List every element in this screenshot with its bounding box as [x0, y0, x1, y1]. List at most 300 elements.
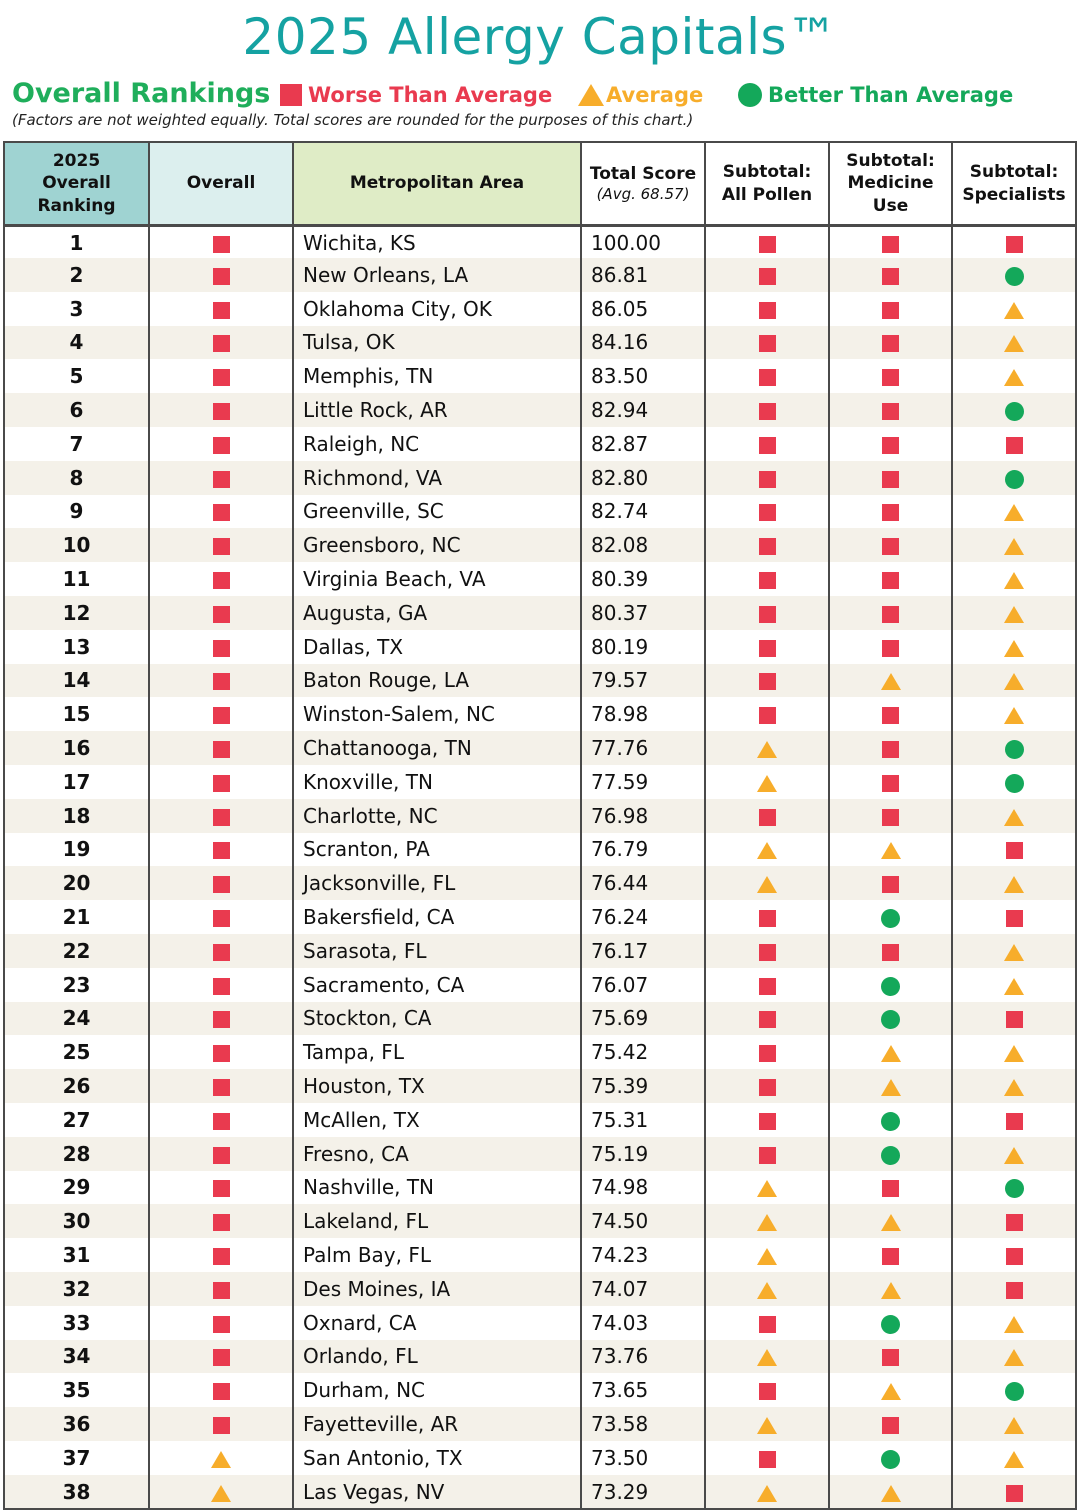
table-row	[4, 1035, 1076, 1069]
cell-specialists	[952, 596, 1076, 630]
red-square-icon	[882, 1349, 899, 1366]
cell-specialists	[952, 528, 1076, 562]
cell-metro: Lakeland, FL	[293, 1204, 581, 1238]
cell-rank: 12	[4, 596, 149, 630]
table-row	[4, 562, 1076, 596]
red-square-icon	[213, 978, 230, 995]
red-square-icon	[213, 504, 230, 521]
cell-pollen	[705, 461, 829, 495]
cell-score: 73.50	[581, 1441, 705, 1475]
orange-triangle-icon	[881, 1282, 901, 1299]
cell-score: 75.39	[581, 1069, 705, 1103]
cell-specialists	[952, 934, 1076, 968]
header-medicine-line3: Use	[872, 195, 909, 216]
cell-specialists	[952, 461, 1076, 495]
cell-pollen	[705, 1137, 829, 1171]
cell-metro: Little Rock, AR	[293, 393, 581, 427]
orange-triangle-icon	[881, 1079, 901, 1096]
header-specialists-line1: Subtotal:	[969, 162, 1059, 183]
orange-triangle-icon	[1004, 1417, 1024, 1434]
table-row	[4, 866, 1076, 900]
orange-triangle-icon	[1004, 978, 1024, 995]
red-square-icon	[882, 809, 899, 826]
red-square-icon	[882, 741, 899, 758]
cell-pollen	[705, 1306, 829, 1340]
cell-medicine	[829, 1171, 952, 1205]
table-row	[4, 1272, 1076, 1306]
cell-pollen	[705, 664, 829, 698]
cell-overall	[149, 393, 293, 427]
cell-metro: Jacksonville, FL	[293, 866, 581, 900]
legend-heading: Overall Rankings	[12, 78, 271, 109]
cell-medicine	[829, 1272, 952, 1306]
cell-rank: 35	[4, 1373, 149, 1407]
cell-medicine	[829, 697, 952, 731]
cell-rank: 18	[4, 799, 149, 833]
cell-medicine	[829, 1475, 952, 1510]
cell-medicine	[829, 833, 952, 867]
red-square-icon	[213, 1180, 230, 1197]
orange-triangle-icon	[1004, 572, 1024, 589]
cell-specialists	[952, 1171, 1076, 1205]
red-square-icon	[882, 268, 899, 285]
cell-score: 82.74	[581, 495, 705, 529]
cell-metro: Las Vegas, NV	[293, 1475, 581, 1510]
red-square-icon	[759, 1383, 776, 1400]
orange-triangle-icon	[881, 1045, 901, 1062]
orange-triangle-icon	[211, 1451, 231, 1468]
red-square-icon	[213, 1316, 230, 1333]
cell-metro: Tulsa, OK	[293, 326, 581, 360]
red-square-icon	[882, 876, 899, 893]
table-header-row	[4, 142, 1076, 226]
red-square-icon	[213, 876, 230, 893]
table-row	[4, 427, 1076, 461]
cell-score: 82.08	[581, 528, 705, 562]
orange-triangle-icon	[881, 1383, 901, 1400]
cell-score: 80.37	[581, 596, 705, 630]
legend-average	[578, 83, 703, 107]
red-square-icon	[759, 640, 776, 657]
cell-medicine	[829, 1035, 952, 1069]
cell-overall	[149, 630, 293, 664]
cell-medicine	[829, 1069, 952, 1103]
cell-rank: 13	[4, 630, 149, 664]
cell-score: 73.76	[581, 1340, 705, 1374]
cell-rank: 26	[4, 1069, 149, 1103]
cell-metro: Chattanooga, TN	[293, 731, 581, 765]
cell-pollen	[705, 226, 829, 259]
cell-metro: Baton Rouge, LA	[293, 664, 581, 698]
cell-medicine	[829, 495, 952, 529]
orange-triangle-icon	[881, 1485, 901, 1502]
orange-triangle-icon	[757, 1485, 777, 1502]
cell-overall	[149, 1407, 293, 1441]
cell-medicine	[829, 1306, 952, 1340]
red-square-icon	[213, 302, 230, 319]
cell-pollen	[705, 258, 829, 292]
cell-metro: San Antonio, TX	[293, 1441, 581, 1475]
cell-rank: 24	[4, 1002, 149, 1036]
table-row	[4, 1306, 1076, 1340]
cell-medicine	[829, 1373, 952, 1407]
cell-score: 76.98	[581, 799, 705, 833]
red-square-icon	[759, 403, 776, 420]
cell-medicine	[829, 934, 952, 968]
cell-specialists	[952, 900, 1076, 934]
cell-rank: 21	[4, 900, 149, 934]
cell-specialists	[952, 799, 1076, 833]
orange-triangle-icon	[757, 1248, 777, 1265]
table-row	[4, 697, 1076, 731]
legend	[12, 78, 1072, 112]
red-square-icon	[213, 471, 230, 488]
cell-score: 76.17	[581, 934, 705, 968]
red-square-icon	[882, 538, 899, 555]
cell-overall	[149, 1272, 293, 1306]
table-row	[4, 1407, 1076, 1441]
cell-medicine	[829, 359, 952, 393]
red-square-icon	[759, 335, 776, 352]
table-row	[4, 1137, 1076, 1171]
green-circle-icon	[881, 1450, 900, 1469]
table-row	[4, 1441, 1076, 1475]
green-circle-icon	[881, 977, 900, 996]
cell-overall	[149, 697, 293, 731]
orange-triangle-icon	[1004, 1349, 1024, 1366]
cell-specialists	[952, 562, 1076, 596]
header-score	[581, 142, 705, 226]
cell-rank: 29	[4, 1171, 149, 1205]
orange-triangle-icon	[757, 842, 777, 859]
cell-metro: Augusta, GA	[293, 596, 581, 630]
cell-overall	[149, 1035, 293, 1069]
red-square-icon	[759, 707, 776, 724]
cell-metro: Knoxville, TN	[293, 765, 581, 799]
cell-pollen	[705, 326, 829, 360]
cell-pollen	[705, 393, 829, 427]
cell-rank: 33	[4, 1306, 149, 1340]
red-square-icon	[882, 335, 899, 352]
cell-overall	[149, 258, 293, 292]
cell-rank: 20	[4, 866, 149, 900]
cell-metro: Stockton, CA	[293, 1002, 581, 1036]
table-row	[4, 833, 1076, 867]
orange-triangle-icon	[881, 673, 901, 690]
orange-triangle-icon	[881, 1214, 901, 1231]
cell-specialists	[952, 1137, 1076, 1171]
page-title: 2025 Allergy Capitals™	[242, 8, 838, 66]
header-specialists	[952, 142, 1076, 226]
cell-overall	[149, 1002, 293, 1036]
table-row	[4, 1171, 1076, 1205]
table-row	[4, 1069, 1076, 1103]
cell-overall	[149, 1238, 293, 1272]
cell-metro: Bakersfield, CA	[293, 900, 581, 934]
table-row	[4, 1373, 1076, 1407]
red-square-icon	[882, 403, 899, 420]
orange-triangle-icon	[1004, 1045, 1024, 1062]
cell-specialists	[952, 1035, 1076, 1069]
cell-overall	[149, 1103, 293, 1137]
cell-pollen	[705, 1002, 829, 1036]
cell-overall	[149, 900, 293, 934]
cell-medicine	[829, 900, 952, 934]
red-square-icon	[882, 471, 899, 488]
legend-average-label: Average	[606, 83, 704, 107]
header-rank	[4, 142, 149, 226]
cell-pollen	[705, 359, 829, 393]
cell-medicine	[829, 1137, 952, 1171]
cell-pollen	[705, 1103, 829, 1137]
cell-pollen	[705, 697, 829, 731]
red-square-icon	[882, 775, 899, 792]
cell-pollen	[705, 731, 829, 765]
red-square-icon	[759, 1079, 776, 1096]
orange-triangle-icon	[1004, 944, 1024, 961]
red-square-icon	[213, 809, 230, 826]
cell-overall	[149, 495, 293, 529]
cell-metro: Tampa, FL	[293, 1035, 581, 1069]
cell-overall	[149, 765, 293, 799]
cell-score: 84.16	[581, 326, 705, 360]
cell-medicine	[829, 1103, 952, 1137]
orange-triangle-icon	[757, 775, 777, 792]
cell-metro: Houston, TX	[293, 1069, 581, 1103]
table-body	[4, 226, 1076, 1510]
red-square-icon	[1006, 236, 1023, 253]
cell-rank: 9	[4, 495, 149, 529]
cell-metro: Sacramento, CA	[293, 968, 581, 1002]
red-square-icon	[759, 302, 776, 319]
cell-pollen	[705, 1441, 829, 1475]
cell-rank: 1	[4, 226, 149, 259]
cell-overall	[149, 1137, 293, 1171]
cell-score: 86.81	[581, 258, 705, 292]
table-row	[4, 596, 1076, 630]
legend-better-label: Better Than Average	[768, 83, 1014, 107]
cell-overall	[149, 1171, 293, 1205]
red-square-icon	[759, 268, 776, 285]
cell-metro: Raleigh, NC	[293, 427, 581, 461]
green-circle-icon	[881, 1146, 900, 1165]
table-row	[4, 900, 1076, 934]
cell-score: 75.42	[581, 1035, 705, 1069]
cell-rank: 4	[4, 326, 149, 360]
table-row	[4, 1238, 1076, 1272]
header-score-avg: (Avg. 68.57)	[596, 184, 690, 203]
red-square-icon	[213, 1045, 230, 1062]
header-rank-line2: Overall	[42, 173, 111, 194]
red-square-icon	[882, 437, 899, 454]
cell-score: 75.19	[581, 1137, 705, 1171]
red-square-icon	[882, 1417, 899, 1434]
red-square-icon	[213, 403, 230, 420]
cell-medicine	[829, 799, 952, 833]
cell-score: 79.57	[581, 664, 705, 698]
red-square-icon	[882, 302, 899, 319]
cell-metro: Durham, NC	[293, 1373, 581, 1407]
cell-score: 100.00	[581, 226, 705, 259]
red-square-icon	[759, 572, 776, 589]
cell-score: 86.05	[581, 292, 705, 326]
cell-overall	[149, 1069, 293, 1103]
red-square-icon	[213, 673, 230, 690]
cell-overall	[149, 799, 293, 833]
header-specialists-line2: Specialists	[962, 184, 1066, 205]
red-square-icon	[1006, 842, 1023, 859]
cell-metro: Palm Bay, FL	[293, 1238, 581, 1272]
cell-overall	[149, 1340, 293, 1374]
table-row	[4, 258, 1076, 292]
cell-specialists	[952, 258, 1076, 292]
table-row	[4, 1204, 1076, 1238]
cell-metro: Greensboro, NC	[293, 528, 581, 562]
cell-specialists	[952, 495, 1076, 529]
cell-rank: 31	[4, 1238, 149, 1272]
cell-specialists	[952, 1373, 1076, 1407]
green-circle-icon	[1005, 1382, 1024, 1401]
red-square-icon	[213, 775, 230, 792]
red-square-icon	[882, 944, 899, 961]
green-circle-icon	[881, 1315, 900, 1334]
cell-metro: Fayetteville, AR	[293, 1407, 581, 1441]
orange-triangle-icon	[1004, 1147, 1024, 1164]
header-medicine	[829, 142, 952, 226]
legend-worse	[280, 83, 552, 107]
cell-pollen	[705, 1035, 829, 1069]
red-square-icon	[759, 1316, 776, 1333]
cell-pollen	[705, 833, 829, 867]
cell-specialists	[952, 1306, 1076, 1340]
cell-rank: 38	[4, 1475, 149, 1510]
cell-rank: 6	[4, 393, 149, 427]
table-row	[4, 495, 1076, 529]
orange-triangle-icon	[1004, 335, 1024, 352]
cell-rank: 11	[4, 562, 149, 596]
cell-rank: 34	[4, 1340, 149, 1374]
table-row	[4, 664, 1076, 698]
cell-specialists	[952, 1204, 1076, 1238]
cell-medicine	[829, 1340, 952, 1374]
table-row	[4, 1103, 1076, 1137]
cell-pollen	[705, 866, 829, 900]
cell-score: 74.23	[581, 1238, 705, 1272]
cell-pollen	[705, 1475, 829, 1510]
cell-pollen	[705, 900, 829, 934]
red-square-icon	[213, 1214, 230, 1231]
legend-note: (Factors are not weighted equally. Total scores are rounded for the purposes of this chart.)	[12, 111, 694, 129]
orange-triangle-icon	[1004, 809, 1024, 826]
red-square-icon	[882, 1248, 899, 1265]
cell-overall	[149, 833, 293, 867]
cell-overall	[149, 226, 293, 259]
cell-metro: Dallas, TX	[293, 630, 581, 664]
cell-medicine	[829, 1407, 952, 1441]
orange-triangle-icon	[1004, 673, 1024, 690]
header-metro: Metropolitan Area	[293, 142, 581, 226]
green-circle-icon	[1005, 402, 1024, 421]
red-square-icon	[882, 504, 899, 521]
red-square-icon	[280, 84, 302, 106]
cell-rank: 27	[4, 1103, 149, 1137]
table-row	[4, 393, 1076, 427]
red-square-icon	[882, 369, 899, 386]
cell-score: 80.39	[581, 562, 705, 596]
cell-pollen	[705, 1204, 829, 1238]
red-square-icon	[213, 1417, 230, 1434]
red-square-icon	[882, 707, 899, 724]
cell-overall	[149, 596, 293, 630]
green-circle-icon	[738, 83, 762, 107]
red-square-icon	[882, 606, 899, 623]
red-square-icon	[213, 335, 230, 352]
red-square-icon	[759, 504, 776, 521]
orange-triangle-icon	[757, 1282, 777, 1299]
orange-triangle-icon	[757, 876, 777, 893]
cell-pollen	[705, 934, 829, 968]
cell-medicine	[829, 393, 952, 427]
cell-medicine	[829, 866, 952, 900]
red-square-icon	[759, 471, 776, 488]
cell-score: 73.29	[581, 1475, 705, 1510]
cell-score: 75.69	[581, 1002, 705, 1036]
red-square-icon	[213, 910, 230, 927]
cell-specialists	[952, 765, 1076, 799]
cell-specialists	[952, 326, 1076, 360]
red-square-icon	[759, 1011, 776, 1028]
header-pollen-line2: All Pollen	[721, 184, 813, 205]
cell-score: 76.07	[581, 968, 705, 1002]
cell-specialists	[952, 866, 1076, 900]
cell-metro: Winston-Salem, NC	[293, 697, 581, 731]
cell-medicine	[829, 1238, 952, 1272]
cell-overall	[149, 664, 293, 698]
header-rank-line1: 2025	[52, 151, 101, 172]
cell-metro: Richmond, VA	[293, 461, 581, 495]
cell-metro: Fresno, CA	[293, 1137, 581, 1171]
red-square-icon	[1006, 1248, 1023, 1265]
orange-triangle-icon	[757, 1180, 777, 1197]
cell-score: 83.50	[581, 359, 705, 393]
cell-medicine	[829, 427, 952, 461]
header-medicine-line2: Medicine	[847, 173, 934, 194]
cell-specialists	[952, 697, 1076, 731]
cell-pollen	[705, 1069, 829, 1103]
orange-triangle-icon	[1004, 538, 1024, 555]
cell-score: 77.59	[581, 765, 705, 799]
cell-specialists	[952, 1238, 1076, 1272]
cell-pollen	[705, 1272, 829, 1306]
orange-triangle-icon	[578, 84, 604, 106]
cell-specialists	[952, 1103, 1076, 1137]
cell-score: 75.31	[581, 1103, 705, 1137]
cell-medicine	[829, 258, 952, 292]
cell-medicine	[829, 1204, 952, 1238]
orange-triangle-icon	[1004, 707, 1024, 724]
red-square-icon	[213, 944, 230, 961]
header-pollen-line1: Subtotal:	[722, 162, 812, 183]
cell-overall	[149, 934, 293, 968]
red-square-icon	[759, 538, 776, 555]
cell-overall	[149, 528, 293, 562]
table-row	[4, 630, 1076, 664]
cell-pollen	[705, 528, 829, 562]
table-row	[4, 359, 1076, 393]
red-square-icon	[213, 538, 230, 555]
cell-score: 76.24	[581, 900, 705, 934]
red-square-icon	[882, 640, 899, 657]
